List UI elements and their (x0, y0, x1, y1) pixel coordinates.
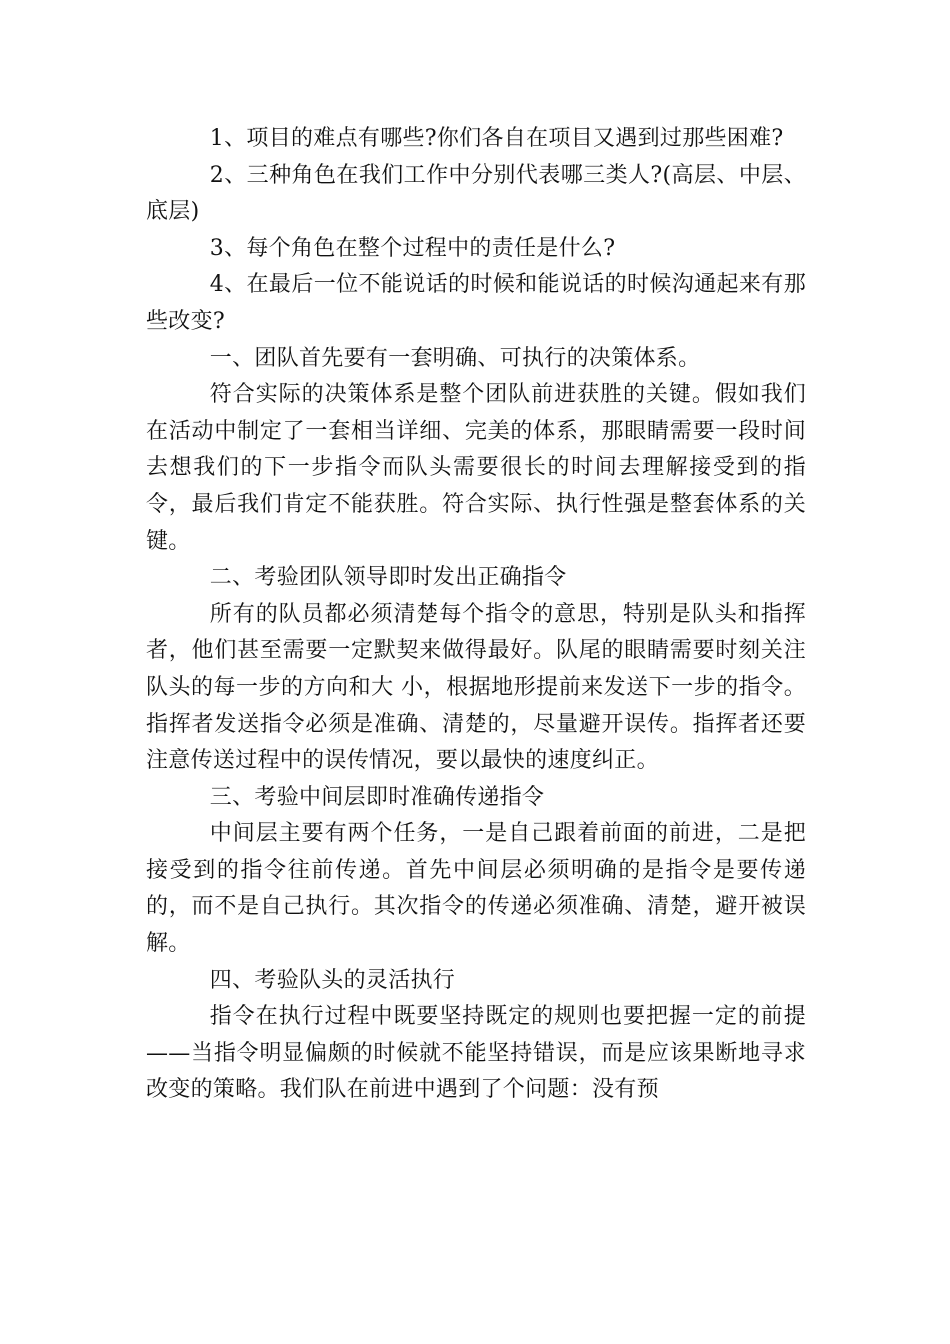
question-2: 2、三种角色在我们工作中分别代表哪三类人?(高层、中层、底层) (146, 162, 806, 225)
question-4: 4、在最后一位不能说话的时候和能说话的时候沟通起来有那些改变? (146, 272, 806, 334)
section-body-4: 指令在执行过程中既要坚持既定的规则也要把握一定的前提——当指令明显偏颇的时候就不能坚持错误，而是应该果断地寻求改变的策略。我们队在前进中遇到了个问题：没有预 (146, 1004, 806, 1103)
document-body (146, 121, 806, 1109)
question-3: 3、每个角色在整个过程中的责任是什么? (209, 235, 616, 261)
section-heading-2: 二、考验团队领导即时发出正确指令 (209, 565, 567, 591)
section-body-1: 符合实际的决策体系是整个团队前进获胜的关键。假如我们在活动中制定了一套相当详细、完美的体系，那眼睛需要一段时间去想我们的下一步指令而队头需要很长的时间去理解接受到的指令，最后我们肯定不能获胜。符合实际、执行性强是整套体系的关键。 (146, 382, 806, 554)
section-heading-1: 一、团队首先要有一套明确、可执行的决策体系。 (209, 345, 701, 371)
section-body-2: 所有的队员都必须清楚每个指令的意思，特别是队头和指挥者，他们甚至需要一定默契来做得最好。队尾的眼睛需要时刻关注队头的每一步的方向和大 小，根据地形提前来发送下一步的指令。指挥者发送指令必须是准确、清楚的，尽量避开误传。指挥者还要注意传送过程中的误传情况，要以最快的速度纠正。 (146, 601, 806, 774)
section-heading-4: 四、考验队头的灵活执行 (209, 967, 456, 993)
question-1: 1、项目的难点有哪些?你们各自在项目又遇到过那些困难? (209, 126, 784, 151)
section-heading-3: 三、考验中间层即时准确传递指令 (209, 784, 545, 810)
section-body-3: 中间层主要有两个任务，一是自己跟着前面的前进，二是把接受到的指令往前传递。首先中间层必须明确的是指令是要传递的，而不是自己执行。其次指令的传递必须准确、清楚，避开被误解。 (146, 821, 806, 957)
